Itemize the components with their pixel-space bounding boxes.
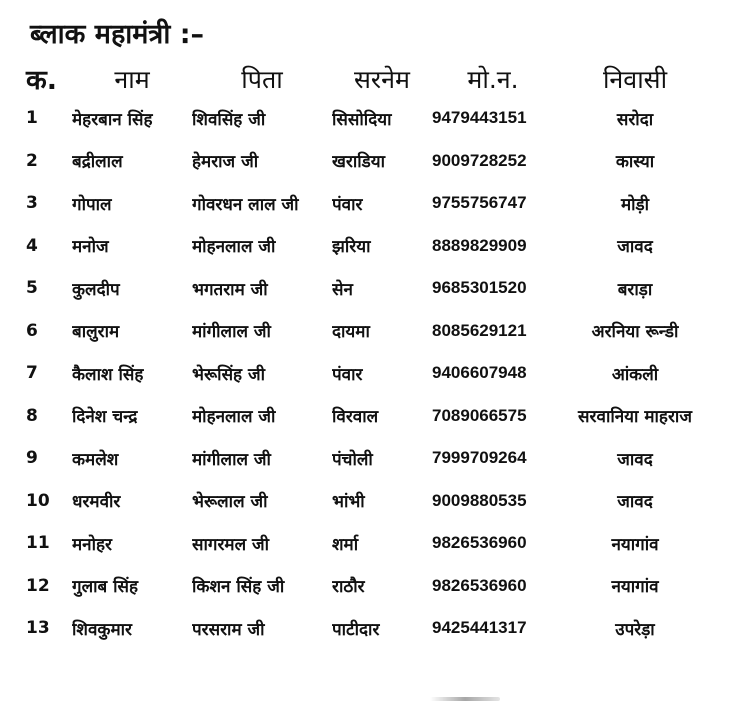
cell-surname: सिसोदिया [332, 109, 392, 130]
cell-mobile: 9425441317 [432, 618, 527, 638]
cell-name: धरमवीर [72, 492, 121, 513]
cell-father: सागरमल जी [192, 534, 270, 555]
table-row [26, 267, 716, 310]
cell-residence: जावद [617, 492, 653, 513]
cell-name: बद्रीलाल [72, 152, 123, 173]
cell-mobile: 8085629121 [432, 320, 527, 340]
cell-sn: 11 [26, 533, 50, 554]
table-row [26, 522, 716, 565]
cell-residence: अरनिया रून्डी [591, 322, 679, 343]
cell-name: मेहरबान सिंह [72, 109, 153, 130]
document-title: ब्लाक महामंत्री :– [30, 19, 205, 50]
column-header-sn: क. [26, 65, 57, 96]
cell-residence: नयागांव [611, 577, 659, 598]
cell-mobile: 7999709264 [432, 448, 527, 468]
cell-residence: जावद [617, 237, 653, 258]
cell-mobile: 9755756747 [432, 193, 527, 213]
cell-father: भेरूलाल जी [192, 492, 268, 513]
cell-sn: 7 [26, 363, 38, 384]
table-row [26, 437, 716, 480]
cell-sn: 10 [26, 490, 50, 511]
cell-sn: 6 [26, 320, 38, 341]
cell-name: कैलाश सिंह [72, 364, 144, 385]
cell-residence: जावद [617, 449, 653, 470]
cell-mobile: 9009728252 [432, 150, 527, 170]
cell-name: मनोज [72, 237, 109, 258]
cell-mobile: 9406607948 [432, 363, 527, 383]
cell-mobile: 9009880535 [432, 490, 527, 510]
cell-father: मांगीलाल जी [192, 322, 271, 343]
table-row [26, 225, 716, 268]
cell-residence: सरोदा [616, 109, 654, 130]
cell-sn: 13 [26, 618, 50, 639]
cell-surname: दायमा [332, 322, 370, 343]
cell-mobile: 9479443151 [432, 108, 527, 128]
cell-surname: भांभी [332, 492, 365, 513]
cell-sn: 1 [26, 108, 38, 129]
cell-surname: सेन [332, 279, 353, 300]
cell-residence: कास्या [615, 152, 655, 173]
table-row [26, 480, 716, 523]
cell-residence: मोड़ी [620, 194, 650, 215]
cell-surname: विरवाल [332, 407, 379, 428]
cell-residence: उपरेड़ा [615, 619, 655, 640]
cell-surname: पंवार [332, 194, 363, 215]
cell-mobile: 9826536960 [432, 575, 527, 595]
cell-name: मनोहर [72, 534, 112, 555]
cell-name: दिनेश चन्द्र [72, 407, 138, 428]
table-header-row [26, 60, 716, 97]
cell-residence: आंकली [611, 364, 659, 385]
cell-name: गुलाब सिंह [72, 577, 139, 598]
table-body [26, 97, 716, 650]
cell-surname: शर्मा [332, 534, 359, 555]
cell-sn: 8 [26, 405, 38, 426]
column-header-name: नाम [114, 64, 150, 94]
cell-mobile: 7089066575 [432, 405, 527, 425]
cell-sn: 4 [26, 235, 38, 256]
cell-residence: बराड़ा [617, 279, 653, 300]
table-row [26, 97, 716, 140]
cell-surname: पंचोली [332, 449, 373, 470]
cell-father: परसराम जी [192, 619, 265, 640]
cell-father: गोवरधन लाल जी [192, 194, 299, 215]
cell-sn: 9 [26, 448, 38, 469]
cell-sn: 2 [26, 150, 38, 171]
column-header-father: पिता [241, 64, 283, 94]
cell-name: बालुराम [72, 322, 120, 343]
cell-mobile: 9685301520 [432, 278, 527, 298]
cell-father: मोहनलाल जी [192, 237, 276, 258]
table-row [26, 565, 716, 608]
cell-surname: खराडिया [332, 152, 386, 173]
members-table [26, 60, 716, 650]
cell-name: गोपाल [72, 194, 112, 215]
cell-residence: नयागांव [611, 534, 659, 555]
table-row [26, 352, 716, 395]
table-row [26, 140, 716, 183]
table-row [26, 395, 716, 438]
cell-father: किशन सिंह जी [192, 577, 285, 598]
cell-name: कुलदीप [72, 279, 120, 300]
scan-mark [430, 697, 500, 701]
cell-surname: राठौर [332, 577, 365, 598]
cell-father: हेमराज जी [192, 152, 259, 173]
cell-father: भगतराम जी [192, 279, 268, 300]
cell-name: शिवकुमार [72, 619, 132, 640]
cell-name: कमलेश [72, 449, 119, 470]
cell-sn: 12 [26, 575, 50, 596]
column-header-residence: निवासी [602, 64, 668, 94]
table-row [26, 182, 716, 225]
column-header-surname: सरनेम [354, 64, 410, 94]
cell-residence: सरवानिया माहराज [578, 407, 692, 428]
cell-mobile: 8889829909 [432, 235, 527, 255]
table-row [26, 310, 716, 353]
cell-surname: झरिया [332, 237, 371, 258]
cell-surname: पंवार [332, 364, 363, 385]
cell-father: भेरूसिंह जी [192, 364, 266, 385]
cell-sn: 5 [26, 278, 38, 299]
table-row [26, 607, 716, 650]
cell-father: मांगीलाल जी [192, 449, 271, 470]
cell-father: मोहनलाल जी [192, 407, 276, 428]
cell-mobile: 9826536960 [432, 533, 527, 553]
cell-father: शिवसिंह जी [192, 109, 266, 130]
column-header-mobile: मो.न. [467, 64, 519, 94]
cell-surname: पाटीदार [332, 619, 380, 640]
cell-sn: 3 [26, 193, 38, 214]
